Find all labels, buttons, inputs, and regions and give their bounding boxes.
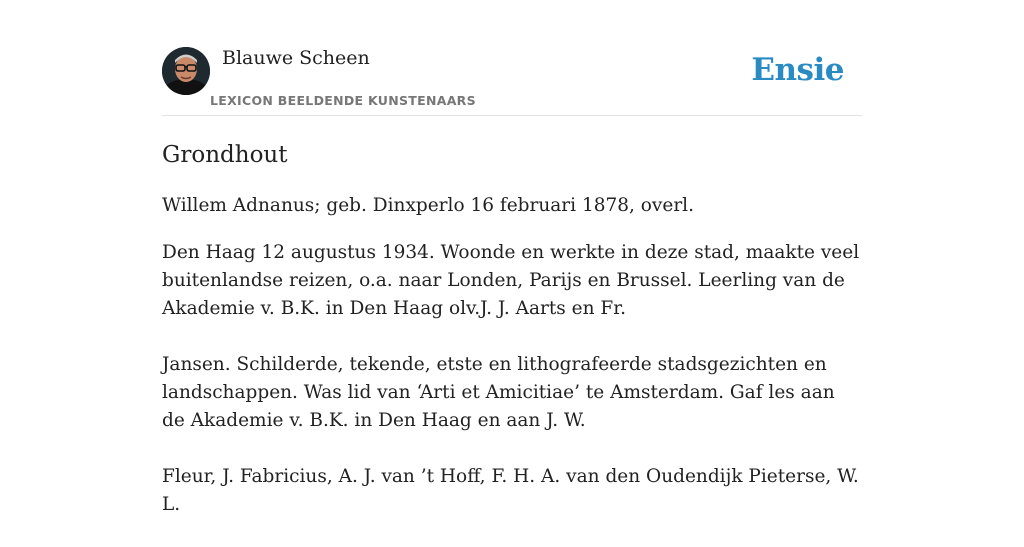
brand-logo[interactable]: Ensie: [751, 52, 844, 88]
article-body: [162, 192, 862, 547]
category-label[interactable]: LEXICON BEELDENDE KUNSTENAARS: [210, 93, 476, 108]
avatar-photo-icon: [162, 47, 210, 95]
article-title: Grondhout: [162, 142, 288, 168]
article-paragraph: Jansen. Schilderde, tekende, etste en lithografeerde stadsgezichten en landschappen. Was lid van ‘Arti et Amicitiae’ te Amsterdam. Gaf les aan de Akademie v. B.K. in Den Haag en aan J. W.: [162, 354, 835, 431]
header-divider: [162, 115, 862, 116]
article-paragraph: Den Haag 12 augustus 1934. Woonde en werkte in deze stad, maakte veel buitenlandse reizen, o.a. naar Londen, Parijs en Brussel. Leerling van de Akademie v. B.K. in Den Haag olv.J. J. Aarts en Fr.: [162, 242, 860, 319]
article-paragraph: Fleur, J. Fabricius, A. J. van ’t Hoff, F. H. A. van den Oudendijk Pieterse, W. L.: [162, 466, 859, 515]
article-paragraph: Willem Adnanus; geb. Dinxperlo 16 februari 1878, overl.: [162, 195, 694, 216]
author-name[interactable]: Blauwe Scheen: [222, 47, 370, 69]
author-avatar[interactable]: [162, 47, 210, 95]
